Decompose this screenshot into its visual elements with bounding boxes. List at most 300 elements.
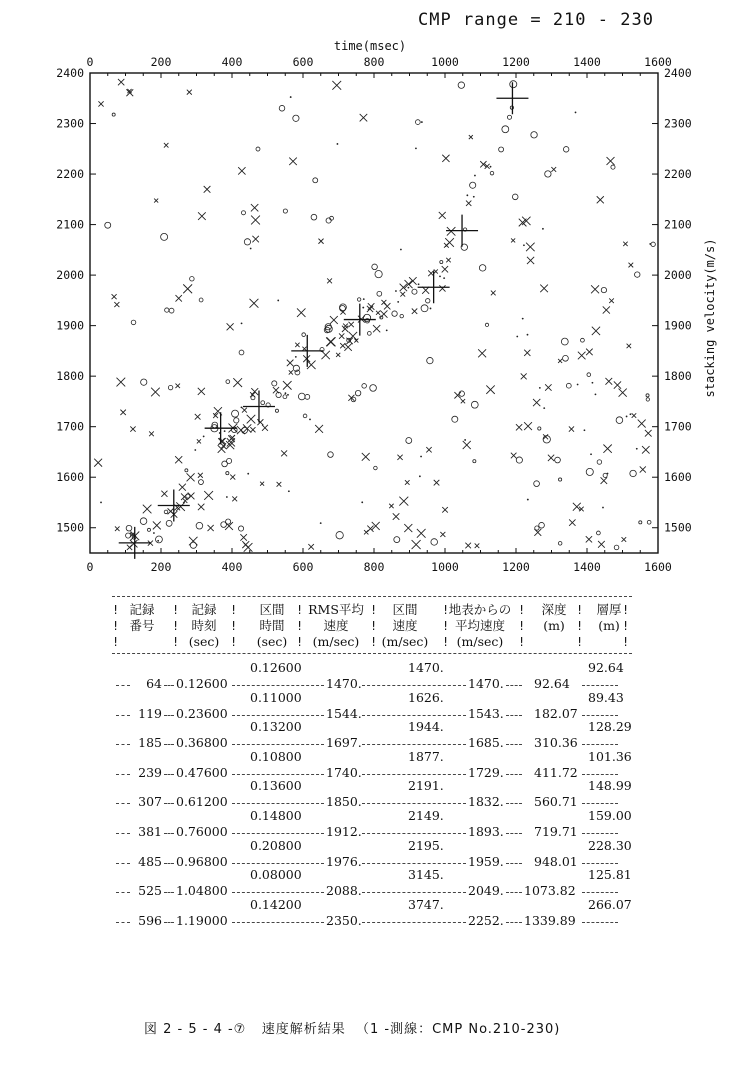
average-velocity: 2252.	[468, 912, 504, 928]
circle-mark	[165, 308, 169, 312]
figure-caption: 図 2 - 5 - 4 -⑦ 速度解析結果 （1 -測線：CMP No.210-230)	[144, 1022, 561, 1037]
circle-mark	[156, 536, 163, 543]
layer-thickness: 228.30	[588, 837, 632, 853]
cross-mark	[400, 292, 405, 297]
circle-mark	[646, 394, 649, 397]
table-header-cell: (sec)	[188, 634, 220, 649]
cross-mark	[251, 388, 258, 395]
x-tick-label-top: 1400	[573, 55, 601, 69]
y-tick-label-left: 2400	[56, 66, 84, 80]
dot-mark	[595, 393, 597, 395]
table-column-separator: !	[518, 619, 526, 633]
table-column-separator: !	[442, 619, 450, 633]
y-axis-title: stacking velocity(m/s)	[703, 238, 717, 398]
layer-thickness: 125.81	[588, 867, 632, 883]
cross-mark	[114, 302, 119, 307]
circle-mark	[647, 520, 651, 524]
table-column-separator: !	[518, 635, 526, 649]
cross-mark	[399, 497, 408, 506]
y-tick-label-right: 2400	[664, 66, 692, 80]
cross-mark	[230, 475, 235, 480]
circle-mark	[298, 393, 305, 400]
cross-mark	[524, 422, 532, 430]
y-tick-label-right: 1700	[664, 419, 692, 434]
cross-mark	[149, 431, 154, 436]
circle-mark	[538, 427, 541, 430]
interval-time: 0.08000	[250, 867, 302, 883]
table-header-cell: (sec)	[256, 634, 288, 649]
cross-mark	[327, 278, 332, 283]
dot-mark	[386, 329, 388, 331]
dot-mark	[337, 143, 339, 145]
circle-mark	[587, 373, 591, 377]
circle-mark	[328, 452, 334, 458]
dot-mark	[474, 175, 476, 177]
cross-mark	[586, 349, 593, 356]
cross-mark	[521, 373, 527, 379]
cross-mark	[524, 350, 530, 356]
circle-mark	[232, 410, 239, 417]
y-tick-label-right: 1500	[664, 520, 692, 535]
cross-mark	[330, 316, 338, 324]
interval-row	[112, 690, 632, 706]
circle-mark	[234, 418, 239, 423]
x-tick-label-bottom: 1000	[431, 560, 459, 574]
table-column-separator: !	[172, 619, 180, 633]
circle-mark	[566, 383, 571, 388]
interval-time: 0.13600	[250, 778, 302, 794]
interval-row	[112, 808, 632, 824]
cross-mark	[444, 243, 449, 248]
cross-mark	[368, 303, 375, 310]
circle-mark	[140, 518, 147, 525]
table-column-separator: !	[576, 635, 584, 649]
rms-velocity: 1850.	[326, 794, 362, 810]
circle-mark	[313, 178, 318, 183]
cross-mark	[198, 504, 205, 511]
cross-mark	[465, 543, 471, 549]
x-tick-label-bottom: 0	[86, 560, 94, 574]
rms-velocity: 2350.	[326, 912, 362, 928]
cross-mark	[412, 540, 421, 549]
cross-mark	[522, 217, 530, 225]
cross-mark	[400, 284, 408, 292]
y-tick-label-left: 1900	[56, 318, 84, 333]
table-header-cell: 区間	[259, 602, 285, 617]
dot-mark	[290, 96, 292, 98]
layer-thickness: 101.36	[588, 748, 632, 764]
circle-mark	[646, 398, 649, 401]
cross-mark	[578, 352, 586, 360]
dot-mark	[295, 356, 297, 358]
dot-mark	[575, 112, 577, 114]
y-tick-label-left: 1600	[56, 470, 84, 485]
circle-mark	[639, 521, 642, 524]
table-column-separator: !	[112, 635, 120, 649]
table-column-separator: !	[230, 619, 238, 633]
table-column-separator: !	[172, 603, 180, 617]
table-column-separator: !	[370, 603, 378, 617]
circle-mark	[431, 539, 438, 546]
circle-mark	[555, 457, 561, 463]
scatter-cloud	[94, 79, 655, 552]
cross-mark	[367, 306, 373, 312]
cross-mark	[242, 408, 247, 413]
circle-mark	[611, 165, 615, 169]
circle-mark	[563, 147, 569, 153]
cross-mark	[232, 496, 237, 501]
cross-mark	[151, 388, 160, 397]
average-velocity: 1470.	[468, 676, 504, 691]
cross-mark	[98, 101, 103, 106]
x-tick-label-top: 1200	[502, 55, 530, 69]
table-header-cell: 層厚	[596, 602, 622, 617]
y-tick-label-left: 1500	[56, 520, 84, 535]
dot-mark	[430, 308, 432, 310]
circle-mark	[374, 466, 378, 470]
cross-mark	[609, 298, 614, 303]
circle-mark	[507, 115, 511, 119]
cross-mark	[373, 325, 380, 332]
circle-mark	[543, 436, 550, 443]
dot-mark	[320, 522, 322, 524]
interval-row	[112, 838, 632, 854]
interval-velocity: 3747.	[408, 896, 444, 912]
cross-mark	[130, 540, 138, 548]
circle-mark	[131, 320, 136, 325]
circle-mark	[635, 272, 640, 277]
table-column-separator: !	[296, 603, 304, 617]
cross-mark	[569, 426, 574, 431]
cross-mark	[112, 294, 117, 299]
dot-mark	[602, 507, 604, 509]
cross-mark	[187, 90, 192, 95]
x-tick-label-bottom: 1600	[644, 560, 672, 574]
depth: 560.71	[534, 794, 578, 810]
cross-mark	[601, 477, 608, 484]
cross-mark	[405, 480, 410, 485]
dot-mark	[408, 287, 410, 289]
cross-mark	[226, 441, 234, 449]
circle-mark	[485, 323, 488, 326]
cross-mark	[434, 480, 440, 486]
cross-mark	[238, 167, 245, 174]
table-column-separator: !	[112, 603, 120, 617]
circle-mark	[534, 481, 540, 487]
circle-mark	[601, 287, 606, 292]
average-velocity: 1832.	[468, 794, 504, 810]
cross-mark	[409, 277, 417, 285]
circle-mark	[362, 384, 367, 389]
record-time: 1.19000	[176, 912, 228, 928]
cross-mark	[446, 258, 450, 262]
circle-mark	[357, 298, 360, 301]
dot-mark	[577, 384, 579, 386]
cross-mark	[308, 544, 314, 550]
cross-mark	[619, 389, 627, 397]
dot-mark	[224, 430, 226, 432]
circle-mark	[239, 350, 244, 355]
circle-mark	[336, 532, 343, 539]
table-header-cell: 時間	[259, 618, 285, 633]
cross-mark	[250, 427, 255, 432]
table-header-cell: 深度	[541, 602, 567, 617]
circle-mark	[470, 182, 476, 188]
velocity-pick-9	[496, 82, 528, 114]
cross-mark	[326, 338, 335, 347]
cross-mark	[417, 529, 426, 538]
circle-mark	[375, 270, 382, 277]
average-velocity: 1543.	[468, 705, 504, 721]
cross-mark	[295, 343, 299, 347]
cross-mark	[362, 453, 370, 461]
interval-row	[112, 867, 632, 883]
depth: 411.72	[534, 764, 578, 780]
x-tick-label-top: 0	[86, 55, 94, 69]
circle-mark	[392, 311, 397, 316]
cross-mark	[516, 424, 522, 430]
y-tick-label-right: 1900	[664, 318, 692, 333]
y-tick-label-right: 2000	[664, 268, 692, 283]
cross-mark	[558, 359, 562, 363]
dot-mark	[419, 475, 421, 477]
circle-mark	[512, 194, 518, 200]
circle-mark	[326, 218, 331, 223]
y-tick-label-right: 2200	[664, 167, 692, 182]
dot-mark	[464, 439, 466, 441]
table-header-cell: 速度	[392, 618, 418, 633]
table-column-separator: !	[622, 619, 630, 633]
circle-mark	[490, 171, 494, 175]
dot-mark	[226, 496, 228, 498]
cross-mark	[143, 505, 152, 514]
cross-mark	[622, 537, 627, 542]
table-header-cell: (m)	[543, 618, 565, 633]
record-time: 0.61200	[176, 794, 228, 810]
circle-mark	[283, 395, 287, 399]
table-column-separator: !	[172, 635, 180, 649]
circle-mark	[363, 314, 370, 321]
average-velocity: 2049.	[468, 883, 504, 899]
table-header-cell: 記録	[129, 602, 155, 617]
circle-mark	[563, 355, 569, 361]
interval-time: 0.10800	[250, 748, 302, 764]
x-tick-label-top: 1000	[431, 55, 459, 69]
depth: 310.36	[534, 735, 578, 751]
cross-mark	[187, 473, 195, 481]
dot-mark	[247, 473, 249, 475]
circle-mark	[412, 289, 417, 294]
circle-mark	[303, 414, 307, 418]
table-header-cell: (m/sec)	[456, 634, 504, 649]
cross-mark	[598, 541, 605, 548]
circle-mark	[406, 437, 412, 443]
interval-velocity: 1470.	[408, 660, 444, 675]
circle-mark	[426, 299, 430, 303]
y-tick-label-right: 1600	[664, 470, 692, 485]
y-tick-label-left: 2300	[56, 116, 84, 131]
dot-mark	[516, 336, 518, 338]
dot-mark	[473, 196, 475, 198]
circle-mark	[126, 525, 132, 531]
circle-mark	[596, 531, 600, 535]
depth: 1073.82	[524, 883, 576, 899]
dot-mark	[490, 166, 492, 168]
dot-mark	[522, 318, 524, 320]
x-tick-label-top: 600	[292, 55, 314, 69]
cross-mark	[511, 238, 515, 242]
cross-mark	[527, 257, 534, 264]
table-header-cell: 記録	[191, 602, 217, 617]
y-tick-label-right: 2100	[664, 217, 692, 232]
cross-mark	[381, 300, 386, 305]
average-velocity: 1685.	[468, 735, 504, 751]
cross-mark	[478, 349, 486, 357]
cross-mark	[116, 378, 125, 387]
circle-mark	[516, 457, 522, 463]
cross-mark	[469, 135, 473, 139]
table-top-rule	[112, 596, 632, 597]
dot-mark	[542, 228, 544, 230]
cross-mark	[440, 532, 445, 537]
cross-mark	[586, 536, 592, 542]
circle-mark	[355, 390, 360, 395]
interval-velocity: 2195.	[408, 837, 444, 853]
interval-row	[112, 719, 632, 735]
interval-row	[112, 778, 632, 794]
circle-mark	[166, 520, 172, 526]
circle-mark	[238, 526, 243, 531]
circle-mark	[400, 314, 404, 318]
circle-mark	[440, 260, 443, 263]
velocity-pick-4	[243, 390, 275, 422]
cross-mark	[277, 482, 282, 487]
cross-mark	[393, 513, 400, 520]
cross-mark	[179, 484, 186, 491]
cross-mark	[161, 491, 167, 497]
table-header-cell: 地表からの	[448, 602, 512, 617]
velocity-pick-8	[446, 215, 478, 247]
y-tick-label-left: 2200	[56, 167, 84, 182]
cross-mark	[597, 196, 604, 203]
cross-mark	[175, 295, 181, 301]
cross-mark	[227, 323, 234, 330]
cross-mark	[175, 384, 180, 389]
cross-mark	[340, 343, 345, 348]
cross-mark	[511, 453, 517, 459]
cross-mark	[605, 378, 612, 385]
cross-mark	[380, 310, 387, 317]
dot-mark	[277, 300, 279, 302]
dot-mark	[400, 249, 402, 251]
cross-mark	[486, 385, 494, 393]
circle-mark	[272, 381, 277, 386]
circle-mark	[558, 478, 561, 481]
circle-mark	[581, 338, 585, 342]
record-row	[112, 913, 632, 929]
table-header-cell: (m/sec)	[381, 634, 429, 649]
cross-mark	[198, 473, 203, 478]
dot-mark	[527, 334, 529, 336]
rms-velocity: 1470.	[326, 676, 362, 691]
circle-mark	[221, 522, 227, 528]
y-tick-label-right: 1800	[664, 369, 692, 384]
interval-row	[112, 897, 632, 913]
dot-mark	[288, 490, 290, 492]
cross-mark	[412, 309, 417, 314]
dot-mark	[250, 248, 252, 250]
cross-mark	[603, 306, 610, 313]
cross-mark	[204, 186, 211, 193]
dot-mark	[527, 499, 529, 501]
cross-mark	[204, 491, 213, 500]
table-column-separator: !	[296, 635, 304, 649]
record-time: 0.76000	[176, 824, 228, 839]
dot-mark	[194, 449, 196, 451]
circle-mark	[226, 380, 230, 384]
cross-mark	[237, 426, 245, 434]
circle-mark	[415, 120, 420, 125]
circle-mark	[244, 239, 250, 245]
cross-mark	[569, 519, 575, 525]
dot-mark	[543, 407, 545, 409]
dot-mark	[584, 429, 586, 431]
cross-mark	[591, 285, 599, 293]
layer-thickness: 92.64	[588, 660, 624, 675]
cross-mark	[164, 143, 169, 148]
circle-mark	[561, 338, 568, 345]
dot-mark	[363, 298, 365, 300]
velocity-pick-5	[291, 335, 323, 367]
record-time: 1.04800	[176, 883, 228, 899]
cross-mark	[344, 343, 351, 350]
record-number: 485	[138, 853, 162, 869]
table-column-separator: !	[622, 603, 630, 617]
circle-mark	[479, 265, 486, 272]
circle-mark	[452, 416, 458, 422]
circle-mark	[168, 385, 172, 389]
x-tick-label-top: 1600	[644, 55, 672, 69]
table-column-separator: !	[576, 603, 584, 617]
cross-mark	[526, 243, 535, 252]
cross-mark	[627, 344, 632, 349]
record-number: 381	[138, 824, 162, 839]
cross-mark	[434, 269, 438, 273]
y-tick-label-left: 1800	[56, 369, 84, 384]
dot-mark	[153, 532, 155, 534]
record-number: 185	[138, 735, 162, 751]
cross-mark	[463, 441, 471, 449]
cross-mark	[447, 227, 456, 236]
interval-time: 0.14200	[250, 896, 302, 912]
cross-mark	[623, 242, 627, 246]
circle-mark	[311, 214, 317, 220]
depth: 1339.89	[524, 912, 576, 928]
record-number: 64	[146, 676, 162, 691]
average-velocity: 1959.	[468, 853, 504, 869]
record-number: 239	[138, 764, 162, 780]
cross-mark	[545, 384, 551, 390]
interval-velocity: 3145.	[408, 867, 444, 883]
average-velocity: 1729.	[468, 764, 504, 780]
circle-mark	[473, 460, 476, 463]
circle-mark	[558, 541, 562, 545]
circle-mark	[531, 132, 537, 138]
record-time: 0.96800	[176, 853, 228, 869]
dot-mark	[626, 416, 628, 418]
cross-mark	[638, 420, 646, 428]
cross-mark	[397, 455, 402, 460]
